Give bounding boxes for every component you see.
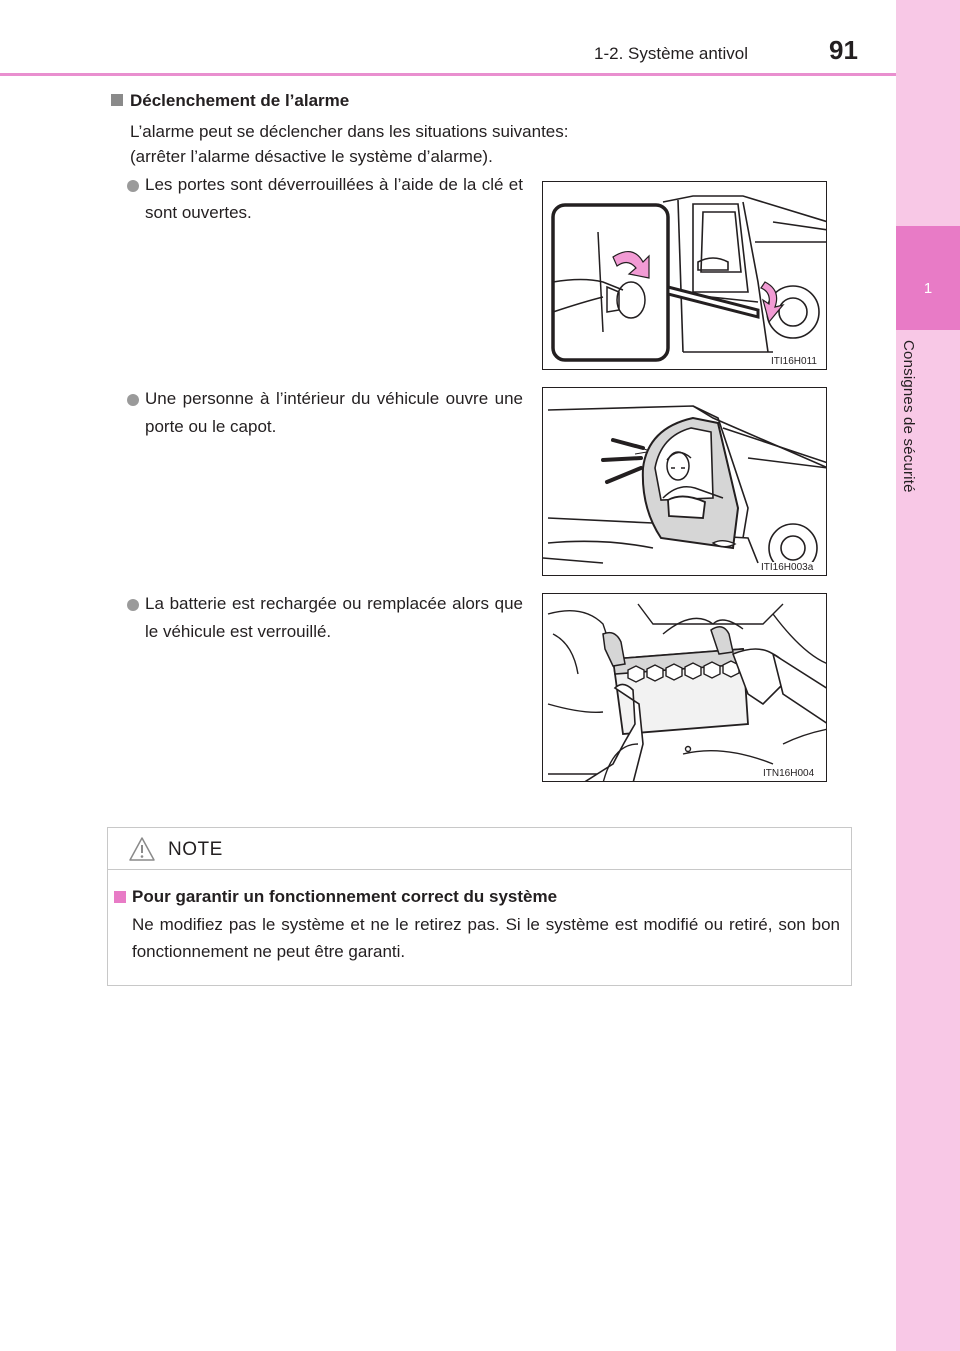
door-unlock-illustration bbox=[543, 182, 827, 370]
chapter-side-tab-active bbox=[896, 226, 960, 330]
figure-code: ITN16H004 bbox=[763, 768, 815, 779]
list-item-text: Une personne à l’intérieur du véhicule ouvre une porte ou le capot. bbox=[145, 389, 523, 436]
note-box bbox=[107, 827, 852, 986]
figure-person-opens-door bbox=[542, 387, 827, 576]
intro-line-1: L’alarme peut se déclencher dans les situations suivantes: bbox=[130, 122, 569, 141]
note-title: NOTE bbox=[168, 839, 223, 860]
section-title: 1-2. Système antivol bbox=[594, 44, 749, 63]
figure-battery-replace bbox=[542, 593, 827, 782]
heading-square-bullet-icon bbox=[111, 94, 123, 106]
chapter-side-tab bbox=[896, 0, 960, 1351]
header-divider bbox=[0, 73, 896, 76]
note-heading: Pour garantir un fonctionnement correct du système bbox=[132, 887, 558, 906]
bullet-dot-icon bbox=[127, 599, 139, 611]
bullet-dot-icon bbox=[127, 394, 139, 406]
chapter-number: 1 bbox=[923, 280, 933, 297]
note-square-bullet-icon bbox=[114, 891, 126, 903]
note-header bbox=[108, 828, 851, 870]
intro-line-2: (arrêter l’alarme désactive le système d’alarme). bbox=[130, 147, 493, 166]
person-door-illustration bbox=[543, 388, 827, 576]
list-item-text: La batterie est rechargée ou remplacée alors que le véhicule est verrouillé. bbox=[145, 594, 523, 641]
list-item-text: Les portes sont déverrouillées à l’aide de la clé et sont ouvertes. bbox=[145, 175, 523, 222]
battery-illustration bbox=[543, 594, 827, 782]
bullet-dot-icon bbox=[127, 180, 139, 192]
figure-code: ITI16H003a bbox=[761, 562, 814, 573]
note-text: Ne modifiez pas le système et ne le retirez pas. Si le système est modifié ou retiré, son bon fonctionnement ne peut être garanti. bbox=[132, 915, 840, 961]
figure-door-unlock-key bbox=[542, 181, 827, 370]
warning-triangle-icon bbox=[128, 836, 156, 862]
chapter-label: Consignes de sécurité bbox=[900, 340, 917, 493]
page-number: 91 bbox=[829, 35, 858, 65]
figure-code: ITI16H011 bbox=[771, 356, 817, 367]
section-heading: Déclenchement de l’alarme bbox=[130, 91, 350, 110]
